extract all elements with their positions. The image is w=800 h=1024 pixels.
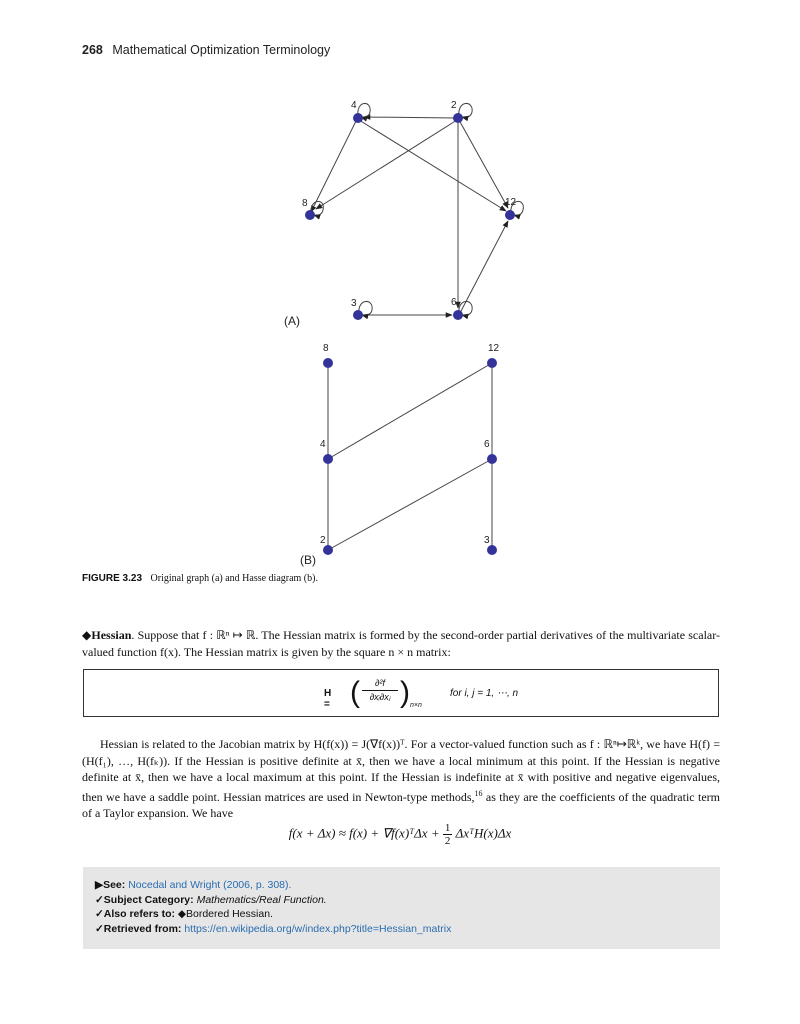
hessian-formula-box [83,669,719,717]
edge-6-12 [460,221,508,313]
node-b-label: 3 [484,535,490,546]
node-b-label: 6 [484,439,490,450]
category-value: Mathematics/Real Function. [196,893,327,906]
retrieved-line [95,922,708,937]
footnote-ref: 16 [474,788,483,798]
hasse-edge-12-4 [328,363,492,459]
panel-a-labels [284,100,517,328]
formula-subscript: n×n [410,702,422,709]
frac-den: 2 [444,835,451,847]
hessian-intro [82,627,720,660]
node-a-6 [453,310,463,320]
edge-2-4 [364,117,456,118]
formula-lhs: H = [324,688,332,710]
panel-a-edges [311,103,524,315]
refers-value: ◆Bordered Hessian. [177,908,273,920]
body-text: Hessian is related to the Jacobian matrix by H(f(x)) = J(∇f(x))ᵀ. For a vector-valued function such as f : ℝⁿ↦ℝᵏ, we have H(f) = (H(f₁), …, H(fₖ)). If the Hessian is positive definite at x̄, then we have a local minimum at this point. If the Hessian is negative definite at x̄, then we have a local maximum at this point. If the Hessian is indefinite at x̄ with positive and negative eigenvalues, then we have a saddle point. Hessian matrices are used in Newton-type methods, [82,737,720,804]
refers-line [95,907,708,922]
node-b-label: 4 [320,439,326,450]
node-a-12 [505,210,515,220]
left-paren: ( [350,676,360,709]
node-b-4 [323,454,333,464]
page-number: 268 [82,43,103,57]
right-paren: ) [400,676,410,709]
figure-caption [82,573,318,584]
panel-a-nodes [305,113,515,320]
taylor-expansion [0,822,800,847]
formula-condition: for i, j = 1, ⋯, n [450,688,519,699]
node-a-label: 3 [351,298,357,309]
hessian-body [82,736,720,822]
frac-num: 1 [444,822,451,834]
formula-denominator: ∂xᵢ∂xⱼ [369,692,391,702]
node-b-label: 2 [320,535,326,546]
panel-b-label: (B) [300,553,316,567]
node-b-6 [487,454,497,464]
node-b-2 [323,545,333,555]
see-link[interactable]: Nocedal and Wright (2006, p. 308). [128,879,292,891]
edge-2-8 [316,120,457,209]
formula-numerator: ∂²f [375,678,385,688]
figure-caption-text: Original graph (a) and Hasse diagram (b). [150,573,318,584]
see-label: ▶See: [95,879,126,891]
edge-2-12 [459,120,508,208]
panel-b-edges [328,363,492,550]
node-a-4 [353,113,363,123]
diamond-icon: ◆ [82,628,92,642]
node-a-3 [353,310,363,320]
see-line [95,878,708,893]
node-b-12 [487,358,497,368]
node-b-8 [323,358,333,368]
running-title: Mathematical Optimization Terminology [112,43,331,57]
retrieved-label: ✓Retrieved from: [95,922,182,935]
figure-number: FIGURE 3.23 [82,573,143,584]
category-label: ✓Subject Category: [95,893,194,906]
category-line [95,893,708,908]
node-a-8 [305,210,315,220]
intro-text: . Suppose that f : ℝⁿ ↦ ℝ. The Hessian matrix is formed by the second-order partial derivatives of the multivariate scalar-valued function f(x). The Hessian matrix is given by the square n × n matrix: [82,628,720,659]
taylor-lhs: f(x + Δx) ≈ f(x) + ∇f(x)ᵀΔx + [288,825,443,841]
panel-a-label: (A) [284,314,300,328]
term-hessian: Hessian [91,628,132,642]
node-a-label: 2 [451,100,457,111]
retrieved-link[interactable]: https://en.wikipedia.org/w/index.php?title=Hessian_matrix [184,922,452,935]
hasse-edge-6-2 [328,459,492,550]
node-b-3 [487,545,497,555]
node-a-label: 8 [302,198,308,209]
node-a-label: 12 [505,197,517,208]
panel-b-nodes [323,358,497,555]
node-a-2 [453,113,463,123]
reference-box [83,867,720,949]
fraction-bar [362,690,398,691]
node-b-label: 8 [323,343,329,354]
body-text-end: as they are the coefficients of the quadratic term of a Taylor expansion. We have [82,789,720,820]
node-b-label: 12 [488,343,500,354]
half-fraction [443,822,453,847]
refers-label: ✓Also refers to: [95,908,175,920]
node-a-label: 6 [451,297,457,308]
node-a-label: 4 [351,100,357,111]
taylor-rhs: ΔxᵀH(x)Δx [455,825,512,841]
